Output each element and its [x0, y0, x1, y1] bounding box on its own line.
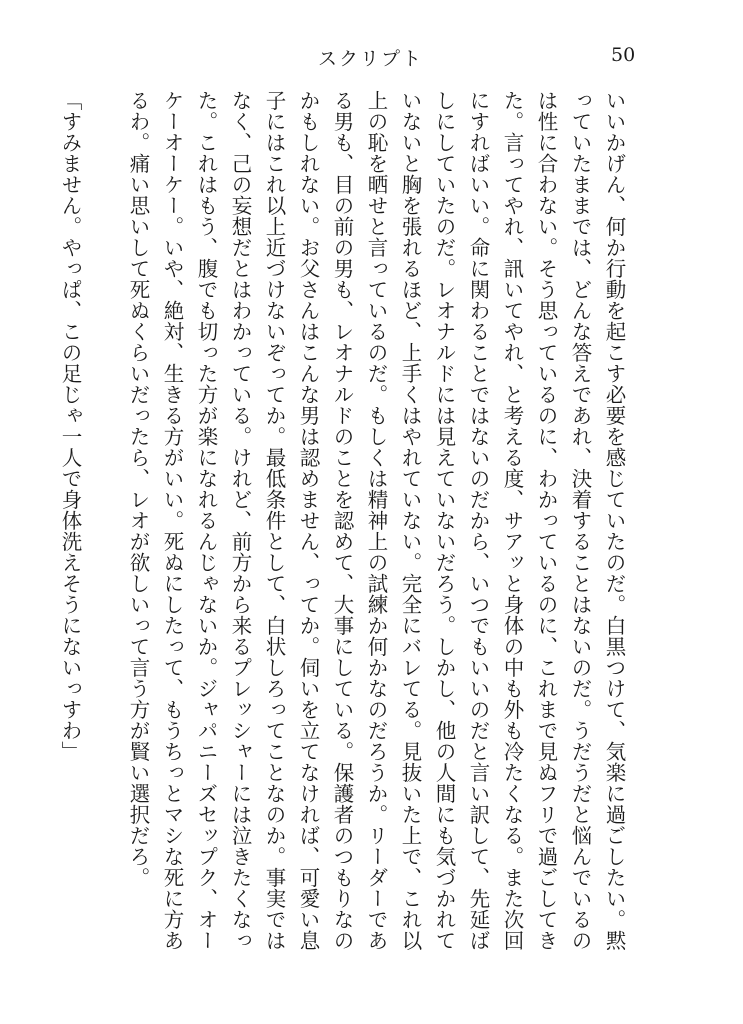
vertical-body-text: [58, 90, 631, 952]
paragraph-narration: いいかげん、何か行動を起こす必要を感じていたのだ。白黒つけて、気楽に過ごしたい。黙っていたままでは、どんな答えであれ、決着することはないのだ。うだうだと悩んでいるのは性に合わない。そう思っているのに、わかっているのに、これまで見ぬフリで過ごしてきた。言ってやれ、訊いてやれ、と考える度、サアッと身体の中も外も冷たくなる。また次回にすればいい。命に関わることではないのだから、いつでもいいのだと言い訳して、先延ばしにしていたのだ。レオナルドには見えていないだろう。しかし、他の人間にも気づかれていないと胸を張れるほど、上手くはやれていない。完全にバレてる。見抜いた上で、これ以上の恥を晒せと言っているのだ。もしくは精神上の試練か何かなのだろうか。リーダーである男も、目の前の男も、レオナルドのことを認めて、大事にしている。保護者のつもりなのかもしれない。お父さんはこんな男は認めません、ってか。伺いを立てなければ、可愛い息子にはこれ以上近づけないぞってか。最低条件として、白状しろってことなのか。事実ではなく、己の妄想だとはわかっている。けれど、前方から来るプレッシャーには泣きたくなった。これはもう、腹でも切った方が楽になれるんじゃないか。ジャパニーズセップク、オーケーオーケー。いや、絶対、生きる方がいい。死ぬにしたって、もうちっとマシな死に方あるわ。痛い思いして死ぬくらいだったら、レオが欲しいって言う方が賢い選択だろ。: [126, 90, 626, 951]
page-number: 50: [611, 44, 636, 66]
running-header-title: スクリプト: [318, 48, 424, 70]
paragraph-dialogue: 「すみません。やっぱ、この足じゃ一人で身体洗えそうにないっすわ」: [58, 90, 82, 762]
